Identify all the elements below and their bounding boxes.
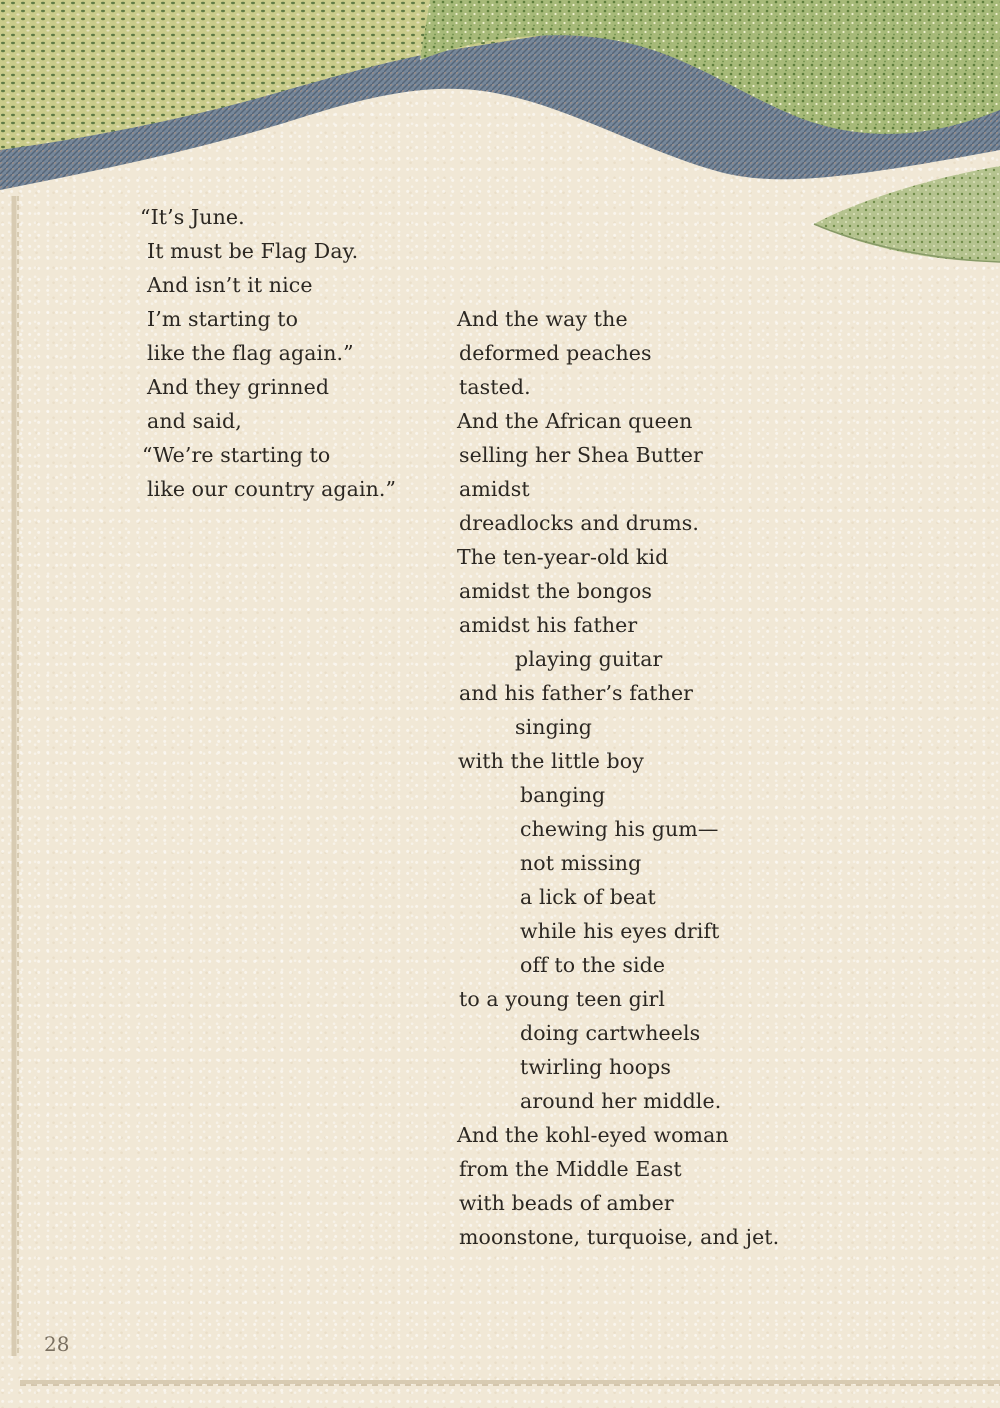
poem-line: And isn’t it nice <box>147 273 313 297</box>
poem-line: The ten-year-old kid <box>457 545 669 569</box>
poem-line: a lick of beat <box>520 885 656 909</box>
poem-line: with the little boy <box>458 749 644 773</box>
poem-line: amidst <box>459 477 530 501</box>
poem-line: amidst the bongos <box>459 579 653 603</box>
poem-line: And the kohl-eyed woman <box>457 1123 729 1147</box>
poem-line: And the African queen <box>457 409 693 433</box>
poem-line: banging <box>520 783 606 807</box>
poem-line: amidst his father <box>459 613 638 637</box>
poem-line: And the way the <box>457 307 628 331</box>
poem-line: “It’s June. <box>140 205 245 229</box>
poem-line: playing guitar <box>515 647 663 671</box>
poem-line: like the flag again.” <box>147 341 354 365</box>
poem-line: from the Middle East <box>459 1157 682 1181</box>
poem-line: twirling hoops <box>520 1055 672 1079</box>
page-number: 28 <box>44 1332 70 1356</box>
poem-line: not missing <box>520 851 642 875</box>
poem-line: I’m starting to <box>147 307 299 331</box>
poem-line: and his father’s father <box>459 681 694 705</box>
poem-line: deformed peaches <box>459 341 652 365</box>
poem-line: while his eyes drift <box>520 919 720 943</box>
poem-line: selling her Shea Butter <box>459 443 703 467</box>
poem-line: “We’re starting to <box>142 443 331 467</box>
poem-line: It must be Flag Day. <box>147 239 359 263</box>
poem-line: And they grinned <box>147 375 330 399</box>
poem-line: with beads of amber <box>459 1191 674 1215</box>
poem-line: moonstone, turquoise, and jet. <box>459 1225 780 1249</box>
poem-line: like our country again.” <box>147 477 397 501</box>
poem-line: off to the side <box>520 953 666 977</box>
poem-line: singing <box>515 715 592 739</box>
poem-line: doing cartwheels <box>520 1021 701 1045</box>
poem-line: and said, <box>147 409 242 433</box>
poem-line: tasted. <box>459 375 531 399</box>
poem-line: dreadlocks and drums. <box>459 511 700 535</box>
poem-line: to a young teen girl <box>459 987 666 1011</box>
poem-line: chewing his gum— <box>520 817 719 841</box>
poem-line: around her middle. <box>520 1089 722 1113</box>
